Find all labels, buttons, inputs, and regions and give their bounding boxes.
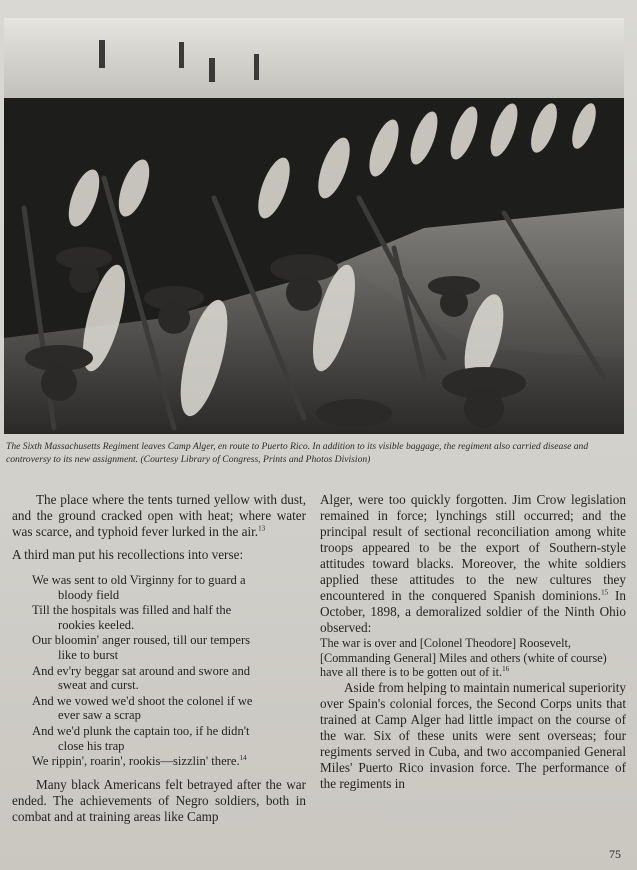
right-paragraph-1: Alger, were too quickly forgotten. Jim Crow legislation remained in force; lynchings still occurred; and the principal result of sectional reconciliation among white troops appeared to be the export of Southern-style attitudes toward blacks. Moreover, the white soldiers applied these attitudes to the new cultures they encountered in the conquered Spanish dominions.$^{15}$ In October, 1898, a demoralized soldier of the Ninth Ohio observed: <box>320 492 626 635</box>
footnote-15: 15 <box>601 588 609 597</box>
historical-photograph <box>4 18 624 434</box>
photo-caption: The Sixth Massachusetts Regiment leaves Camp Alger, en route to Puerto Rico. In addition to its visible baggage, the regiment also carried disease and controversy to its new assignment. (Courtesy Library of Congress, Prints and Photos Division) <box>6 441 589 465</box>
page-number: 75 <box>609 847 621 861</box>
verse-line: And ev'ry beggar sat around and swore and sweat and curst. <box>32 663 251 693</box>
left-paragraph-2: A third man put his recollections into verse: <box>12 547 244 562</box>
verse-block <box>32 573 306 769</box>
verse-line: We was sent to old Virginny for to guard a bloody field <box>32 573 246 602</box>
right-column <box>320 492 626 792</box>
left-paragraph-3: Many black Americans felt betrayed after the war ended. The achievements of Negro soldiers, both in combat and at training areas like Camp <box>12 776 306 824</box>
verse-line: And we'd plunk the captain too, if he didn't close his trap <box>32 723 250 753</box>
verse-line: We rippin', roarin', rookis—sizzlin' there.$^{14}$ <box>32 753 247 769</box>
footnote-14: 14 <box>239 753 247 762</box>
verse-line: And we vowed we'd shoot the colonel if we ever saw a scrap <box>32 693 253 723</box>
verse-line: Till the hospitals was filled and half the rookies keeled. <box>32 603 232 632</box>
footnote-16: 16 <box>502 665 510 674</box>
footnote-13: 13 <box>258 524 266 533</box>
verse-line: Our bloomin' anger roused, till our tempers like to burst <box>32 633 251 662</box>
block-quote: The war is over and [Colonel Theodore] Roosevelt, [Commanding General] Miles and others (white of course) have all there is to be gotten out of it.$^{16}$ <box>320 636 607 680</box>
left-column <box>12 492 306 825</box>
right-paragraph-2: Aside from helping to maintain numerical superiority over Spain's colonial forces, the Second Corps units that trained at Camp Alger had little impact on the course of the war. Six of these units were sent overseas; four regiments served in Cuba, and two accompanied General Miles' Puerto Rico invasion force. The performance of the regiments in <box>320 679 626 791</box>
photograph-soldiers-marching-icon <box>4 18 624 434</box>
left-paragraph-1: The place where the tents turned yellow with dust, and the ground cracked open with heat; where water was scarce, and typhoid fever lurked in the air.$^{13}$ <box>12 492 306 539</box>
